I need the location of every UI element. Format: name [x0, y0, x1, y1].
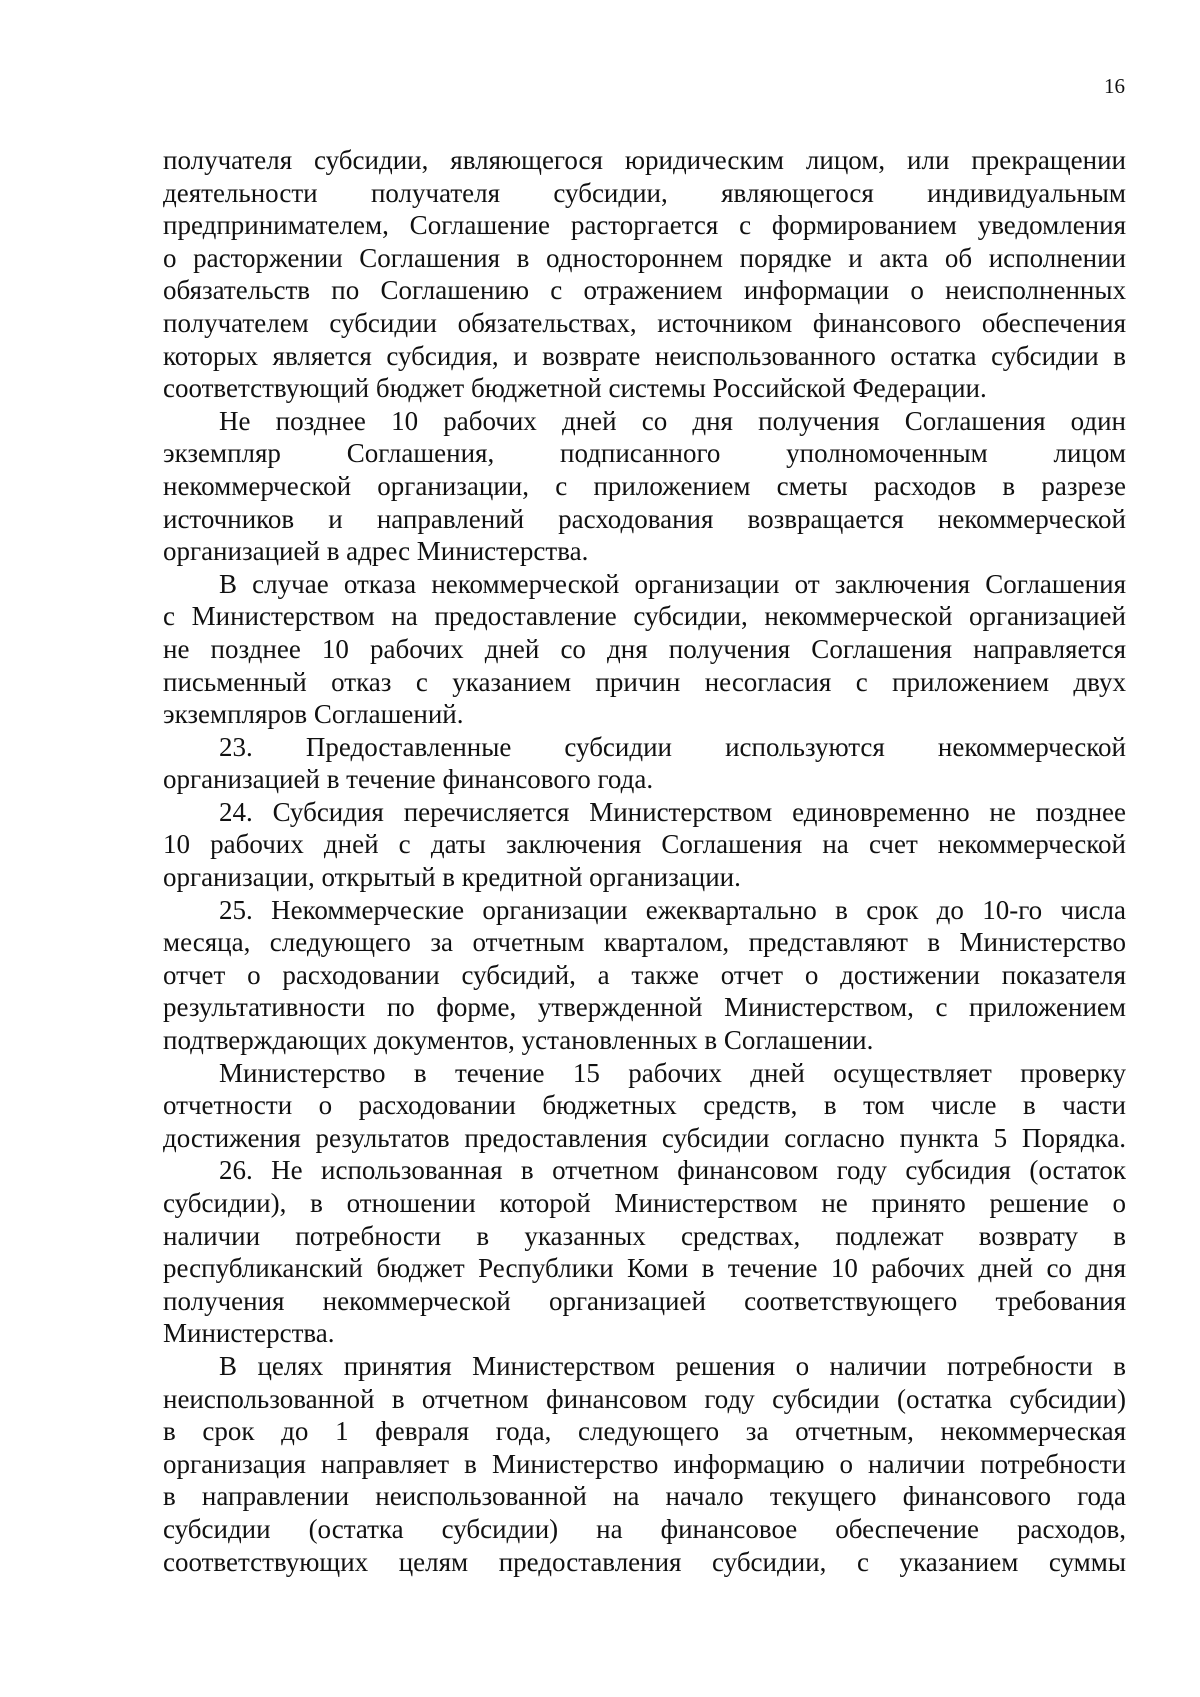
text-line: субсидии), в отношении которой Министерством не принято решение о	[163, 1188, 1126, 1218]
text-line: соответствующих целям предоставления субсидии, с указанием суммы	[163, 1546, 1126, 1577]
text-line: некоммерческой организации, с приложением сметы расходов в разрезе	[163, 470, 1126, 501]
text-line: организации, открытый в кредитной организации.	[163, 862, 741, 893]
text-line: Не позднее 10 рабочих дней со дня получения Соглашения один	[219, 405, 1126, 436]
text-line: Министерства.	[163, 1318, 335, 1349]
text-line: В случае отказа некоммерческой организации от заключения Соглашения	[219, 568, 1126, 599]
text-line: 23. Предоставленные субсидии используются некоммерческой	[219, 731, 1126, 762]
text-line: отчетности о расходовании бюджетных средств, в том числе в части	[163, 1090, 1126, 1121]
text-line: организация направляет в Министерство информацию о наличии потребности	[163, 1448, 1126, 1479]
text-line: обязательств по Соглашению с отражением информации о неисполненных	[163, 275, 1126, 306]
page-number: 16	[1104, 74, 1125, 98]
text-line: подтверждающих документов, установленных в Соглашении.	[163, 1025, 874, 1056]
text-line: 25. Некоммерческие организации ежеквартально в срок до 10-го числа	[219, 894, 1126, 925]
text-line: получателем субсидии обязательствах, источником финансового обеспечения	[163, 307, 1126, 338]
text-line: Министерство в течение 15 рабочих дней осуществляет проверку	[219, 1057, 1126, 1088]
text-line: в направлении неиспользованной на начало текущего финансового года	[163, 1481, 1126, 1512]
text-line: предпринимателем, Соглашение расторгается с формированием уведомления	[163, 210, 1126, 241]
text-line: республиканский бюджет Республики Коми в течение 10 рабочих дней со дня	[163, 1253, 1126, 1284]
text-line: экземпляров Соглашений.	[163, 699, 464, 730]
text-line: субсидии (остатка субсидии) на финансовое обеспечение расходов,	[163, 1513, 1126, 1544]
text-line: 24. Субсидия перечисляется Министерством единовременно не позднее	[219, 796, 1126, 827]
text-line: соответствующий бюджет бюджетной системы Российской Федерации.	[163, 373, 987, 404]
text-line: В целях принятия Министерством решения о наличии потребности в	[219, 1350, 1126, 1381]
text-line: деятельности получателя субсидии, являющегося индивидуальным	[163, 177, 1126, 208]
text-line: которых является субсидия, и возврате неиспользованного остатка субсидии в	[163, 340, 1126, 371]
text-line: неиспользованной в отчетном финансовом году субсидии (остатка субсидии)	[163, 1383, 1126, 1414]
text-line: месяца, следующего за отчетным кварталом, представляют в Министерство	[163, 927, 1126, 958]
text-line: 26. Не использованная в отчетном финансовом году субсидия (остаток	[219, 1155, 1126, 1186]
text-line: наличии потребности в указанных средствах, подлежат возврату в	[163, 1220, 1126, 1251]
text-line: экземпляр Соглашения, подписанного уполномоченным лицом	[163, 438, 1126, 469]
text-line: отчет о расходовании субсидий, а также отчет о достижении показателя	[163, 959, 1126, 990]
text-line: письменный отказ с указанием причин несогласия с приложением двух	[163, 666, 1126, 697]
text-line: получения некоммерческой организацией соответствующего требования	[163, 1285, 1126, 1316]
body-text	[163, 144, 1126, 1578]
text-line: результативности по форме, утвержденной Министерством, с приложением	[163, 992, 1126, 1023]
text-line: 10 рабочих дней с даты заключения Соглашения на счет некоммерческой	[163, 829, 1126, 860]
text-line: организацией в течение финансового года.	[163, 764, 654, 795]
text-line: получателя субсидии, являющегося юридическим лицом, или прекращении	[163, 145, 1126, 175]
text-line: о расторжении Соглашения в одностороннем порядке и акта об исполнении	[163, 242, 1126, 273]
text-line: в срок до 1 февраля года, следующего за отчетным, некоммерческая	[163, 1416, 1126, 1447]
text-line: достижения результатов предоставления субсидии согласно пункта 5 Порядка.	[163, 1122, 1126, 1153]
text-line: не позднее 10 рабочих дней со дня получения Соглашения направляется	[163, 633, 1126, 664]
text-line: с Министерством на предоставление субсидии, некоммерческой организацией	[163, 601, 1126, 632]
text-line: организацией в адрес Министерства.	[163, 536, 589, 567]
text-line: источников и направлений расходования возвращается некоммерческой	[163, 503, 1126, 534]
